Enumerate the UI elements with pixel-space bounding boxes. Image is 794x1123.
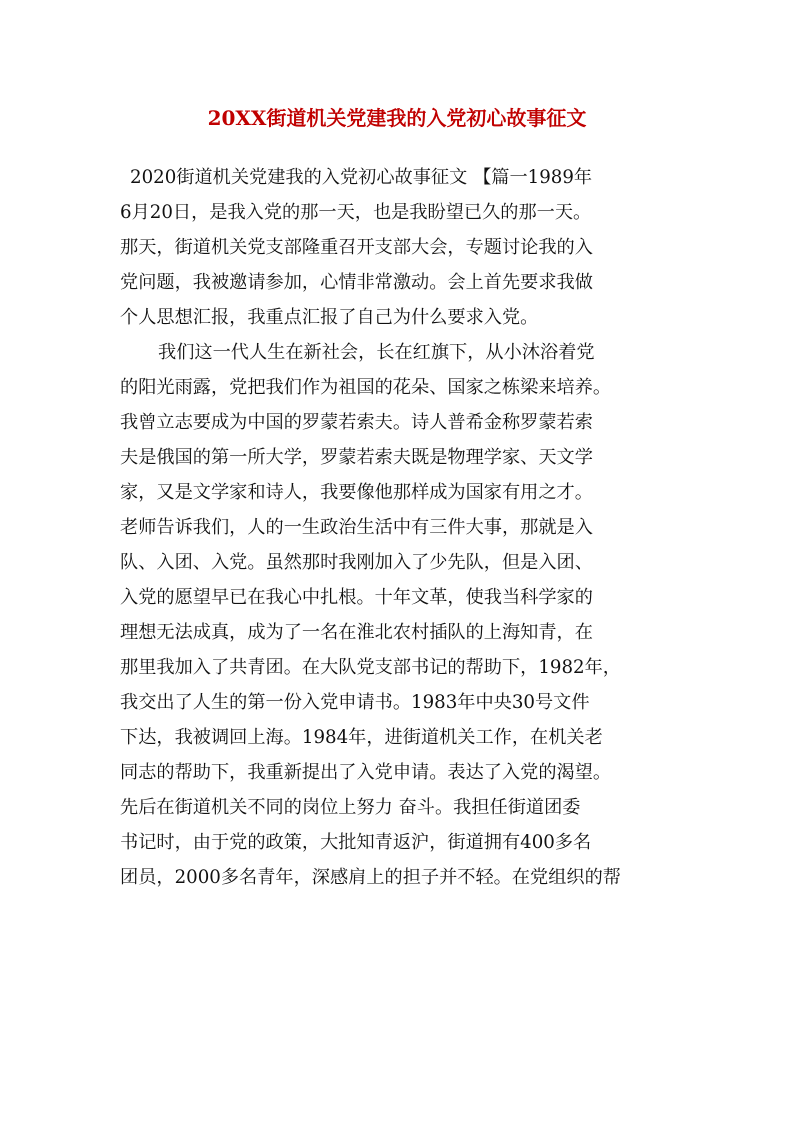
paragraph-line: 个人思想汇报，我重点汇报了自己为什么要求入党。: [120, 307, 539, 328]
paragraph-line: 下达，我被调回上海。1984年，进街道机关工作，在机关老: [120, 727, 603, 748]
paragraph-line: 先后在街道机关不同的岗位上努力 奋斗。我担任街道团委: [120, 797, 581, 818]
paragraph-line: 我曾立志要成为中国的罗蒙若索夫。诗人普希金称罗蒙若索: [120, 412, 593, 433]
paragraph-line: 同志的帮助下，我重新提出了入党申请。表达了入党的渴望。: [120, 762, 612, 783]
paragraph-line: 2020街道机关党建我的入党初心故事征文 【篇一1989年: [130, 167, 593, 188]
paragraph-line: 那天，街道机关党支部隆重召开支部大会，专题讨论我的入: [120, 237, 593, 258]
paragraph-line: 入党的愿望早已在我心中扎根。十年文革，使我当科学家的: [120, 587, 593, 608]
paragraph-line: 夫是俄国的第一所大学，罗蒙若索夫既是物理学家、天文学: [120, 447, 593, 468]
paragraph-line: 书记时，由于党的政策，大批知青返沪，街道拥有400多名: [120, 832, 592, 853]
paragraph-line: 团员，2000多名青年，深感肩上的担子并不轻。在党组织的帮: [120, 867, 621, 888]
paragraph-line: 那里我加入了共青团。在大队党支部书记的帮助下，1982年，: [120, 657, 621, 678]
paragraph-line: 队、入团、入党。虽然那时我刚加入了少先队，但是入团、: [120, 552, 593, 573]
document-body: [120, 160, 680, 895]
paragraph-line: 的阳光雨露，党把我们作为祖国的花朵、国家之栋梁来培养。: [120, 377, 612, 398]
document-title: 20XX街道机关党建我的入党初心故事征文: [207, 106, 587, 130]
paragraph-line: 6月20日，是我入党的那一天，也是我盼望已久的那一天。: [120, 202, 592, 223]
paragraph-line: 党问题，我被邀请参加，心情非常激动。会上首先要求我做: [120, 272, 593, 293]
paragraph-line: 我交出了人生的第一份入党申请书。1983年中央30号文件: [120, 692, 590, 713]
paragraph-line: 家，又是文学家和诗人，我要像他那样成为国家有用之才。: [120, 482, 593, 503]
paragraph-line: 老师告诉我们，人的一生政治生活中有三件大事，那就是入: [120, 517, 593, 538]
paragraph-line: 我们这一代人生在新社会，长在红旗下，从小沐浴着党: [158, 342, 595, 363]
paragraph-line: 理想无法成真，成为了一名在淮北农村插队的上海知青，在: [120, 622, 593, 643]
